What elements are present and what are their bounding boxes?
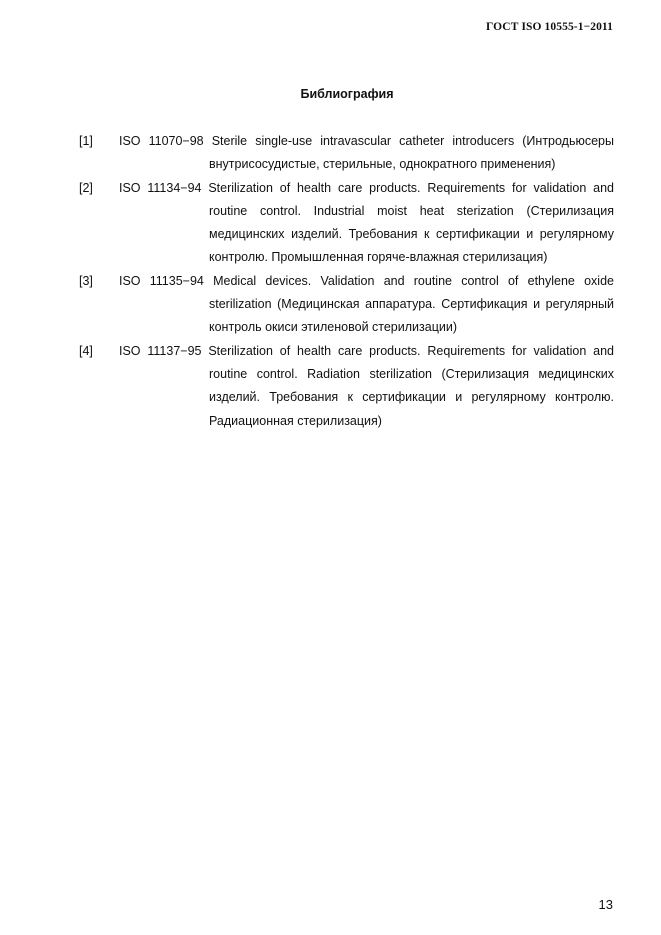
entry-title: Sterilization of health care products. Requirements for validation and routine control. Industrial moist heat sterization (Стерилизация медицинских изделий. Требования к сертификации и регулярному контролю. Промышленная горяче-влажная стерилизация) — [208, 180, 614, 265]
entry-standard: ISO 11135−94 — [119, 273, 204, 288]
entry-body — [79, 270, 614, 340]
entry-standard: ISO 11137−95 — [119, 343, 202, 358]
bibliography-entry — [79, 270, 614, 340]
entry-body — [79, 340, 614, 433]
entry-standard: ISO 11134−94 — [119, 180, 202, 195]
entry-body — [79, 177, 614, 270]
entry-standard: ISO 11070−98 — [119, 134, 204, 148]
entry-number: [4] — [79, 343, 93, 358]
document-header-code: ГОСТ ISO 10555-1−2011 — [485, 21, 613, 33]
entry-title: Medical devices. Validation and routine control of ethylene oxide sterilization (Медицинская аппаратура. Сертификация и регулярный контроль окиси этиленовой стерилизации) — [209, 273, 614, 335]
entry-number: [2] — [79, 180, 93, 195]
bibliography-entry — [79, 177, 614, 270]
bibliography-list — [79, 130, 614, 433]
entry-body — [79, 130, 614, 177]
bibliography-entry — [79, 130, 614, 177]
entry-number: [1] — [79, 134, 93, 148]
entry-title: Sterile single-use intravascular catheter introducers (Интродьюсеры внутрисосудистые, стерильные, однократного применения) — [209, 134, 614, 172]
bibliography-entry — [79, 340, 614, 433]
entry-number: [3] — [79, 273, 93, 288]
page-number: 13 — [598, 897, 613, 912]
entry-title: Sterilization of health care products. Requirements for validation and routine control. Radiation sterilization (Стерилизация медицинских изделий. Требования к сертификации и регулярному контролю. Радиационная стерилизация) — [208, 343, 614, 428]
section-title: Библиография — [300, 87, 394, 101]
